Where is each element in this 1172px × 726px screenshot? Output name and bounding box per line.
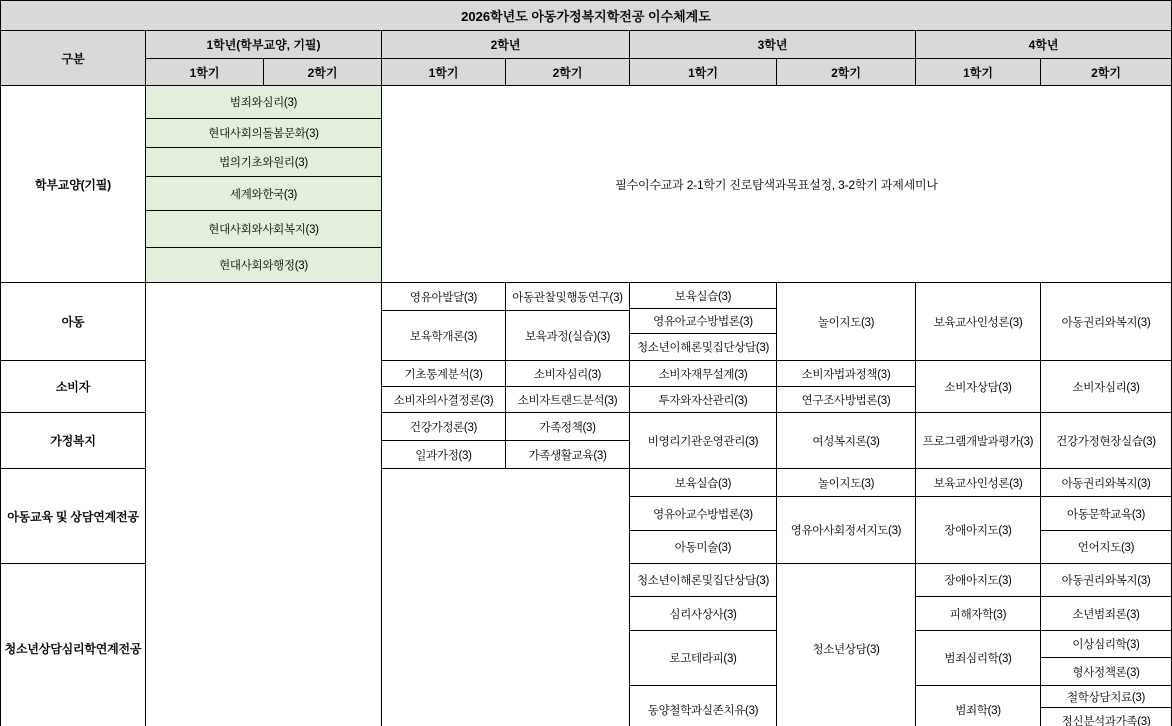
course-cell: 아동권리와복지(3)	[1041, 469, 1172, 497]
course-cell: 놀이지도(3)	[777, 469, 916, 497]
liberal-arts-course-cell: 현대사회의돌봄문화(3)	[146, 119, 382, 148]
course-cell: 소년범죄론(3)	[1041, 597, 1172, 631]
liberal-arts-course-cell: 현대사회와행정(3)	[146, 248, 382, 283]
column-header: 2학기	[506, 59, 630, 86]
column-header: 2학년	[382, 31, 630, 59]
course-cell: 로고테라피(3)	[630, 631, 777, 686]
course-cell: 보육실습(3)	[630, 283, 777, 309]
course-cell: 프로그램개발과평가(3)	[916, 413, 1041, 469]
course-cell: 가족생활교육(3)	[506, 441, 630, 469]
liberal-arts-course-cell: 세계와한국(3)	[146, 177, 382, 211]
course-cell: 영유아교수방법론(3)	[630, 309, 777, 334]
column-header: 1학기	[630, 59, 777, 86]
course-cell: 아동미술(3)	[630, 531, 777, 564]
course-cell: 소비자재무설계(3)	[630, 361, 777, 387]
course-cell: 보육교사인성론(3)	[916, 469, 1041, 497]
column-header: 3학년	[630, 31, 916, 59]
column-header: 1학기	[146, 59, 264, 86]
column-header: 2학기	[1041, 59, 1172, 86]
course-cell: 영유아교수방법론(3)	[630, 497, 777, 531]
course-cell: 소비자심리(3)	[506, 361, 630, 387]
category-label: 가정복지	[1, 413, 146, 469]
course-cell: 범죄심리학(3)	[916, 631, 1041, 686]
course-cell: 아동권리와복지(3)	[1041, 283, 1172, 361]
category-label: 청소년상담심리학연계전공	[1, 564, 146, 726]
course-cell: 보육교사인성론(3)	[916, 283, 1041, 361]
course-cell: 건강가정론(3)	[382, 413, 506, 441]
course-cell: 일과가정(3)	[382, 441, 506, 469]
course-cell: 보육학개론(3)	[382, 311, 506, 361]
liberal-arts-course-cell: 현대사회와사회복지(3)	[146, 211, 382, 248]
column-header: 1학기	[382, 59, 506, 86]
course-cell: 동양철학과실존치유(3)	[630, 686, 777, 726]
course-cell: 영유아발달(3)	[382, 283, 506, 311]
course-cell: 장애아지도(3)	[916, 497, 1041, 564]
empty-region	[382, 469, 630, 726]
course-cell: 피해자학(3)	[916, 597, 1041, 631]
course-cell: 가족정책(3)	[506, 413, 630, 441]
course-cell: 투자와자산관리(3)	[630, 387, 777, 413]
course-cell: 보육실습(3)	[630, 469, 777, 497]
course-cell: 비영리기관운영관리(3)	[630, 413, 777, 469]
category-label: 아동	[1, 283, 146, 361]
course-cell: 청소년이해론및집단상담(3)	[630, 564, 777, 597]
course-cell: 심리사상사(3)	[630, 597, 777, 631]
course-cell: 소비자의사결정론(3)	[382, 387, 506, 413]
course-cell: 놀이지도(3)	[777, 283, 916, 361]
course-cell: 아동권리와복지(3)	[1041, 564, 1172, 597]
column-header: 2학기	[264, 59, 382, 86]
course-cell: 소비자심리(3)	[1041, 361, 1172, 413]
course-cell: 기초통계분석(3)	[382, 361, 506, 387]
course-cell: 건강가정현장실습(3)	[1041, 413, 1172, 469]
course-cell: 형사정책론(3)	[1041, 658, 1172, 686]
course-cell: 영유아사회정서지도(3)	[777, 497, 916, 564]
course-cell: 여성복지론(3)	[777, 413, 916, 469]
course-cell: 이상심리학(3)	[1041, 631, 1172, 658]
table-title: 2026학년도 아동가정복지학전공 이수체계도	[1, 1, 1172, 31]
column-header: 4학년	[916, 31, 1172, 59]
liberal-arts-course-cell: 법의기초와원리(3)	[146, 148, 382, 177]
column-header: 1학기	[916, 59, 1041, 86]
required-note-cell: 필수이수교과 2-1학기 진로탐색과목표설정, 3-2학기 과제세미나	[382, 86, 1172, 283]
course-cell: 언어지도(3)	[1041, 531, 1172, 564]
course-cell: 연구조사방법론(3)	[777, 387, 916, 413]
course-cell: 아동문학교육(3)	[1041, 497, 1172, 531]
course-cell: 보육과정(실습)(3)	[506, 311, 630, 361]
course-cell: 소비자상담(3)	[916, 361, 1041, 413]
category-label: 아동교육 및 상담연계전공	[1, 469, 146, 564]
course-cell: 청소년이해론및집단상담(3)	[630, 334, 777, 361]
category-label: 소비자	[1, 361, 146, 413]
course-cell: 소비자트랜드분석(3)	[506, 387, 630, 413]
column-header: 구분	[1, 31, 146, 86]
column-header: 1학년(학부교양, 기필)	[146, 31, 382, 59]
course-cell: 정신분석과가족(3)	[1041, 708, 1172, 726]
course-cell: 소비자법과정책(3)	[777, 361, 916, 387]
empty-region	[146, 283, 382, 726]
course-cell: 장애아지도(3)	[916, 564, 1041, 597]
category-label: 학부교양(기필)	[1, 86, 146, 283]
course-cell: 범죄학(3)	[916, 686, 1041, 726]
course-cell: 아동관찰및행동연구(3)	[506, 283, 630, 311]
course-cell: 철학상담치료(3)	[1041, 686, 1172, 708]
liberal-arts-course-cell: 범죄와심리(3)	[146, 86, 382, 119]
column-header: 2학기	[777, 59, 916, 86]
course-cell: 청소년상담(3)	[777, 564, 916, 726]
